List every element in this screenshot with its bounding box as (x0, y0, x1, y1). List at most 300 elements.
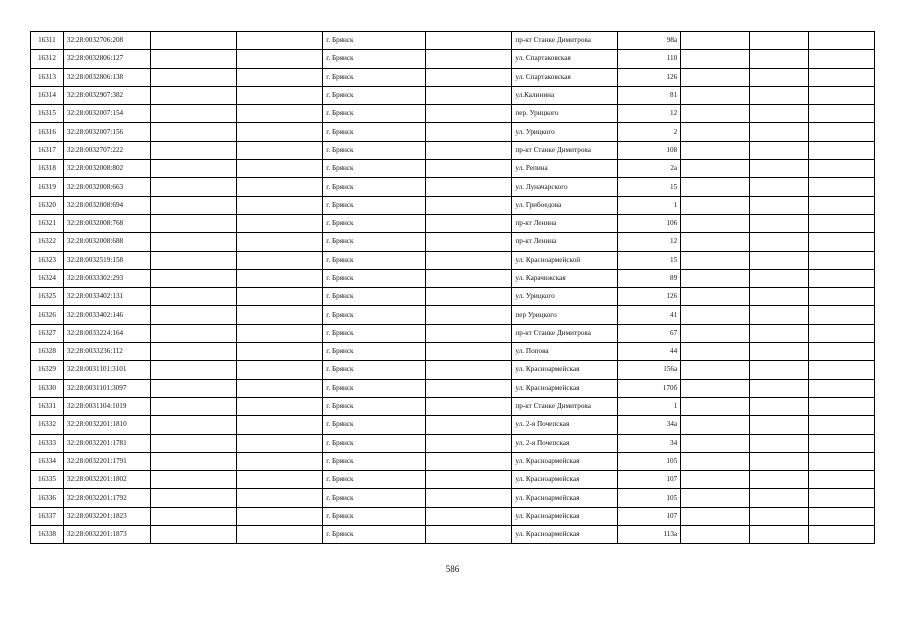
empty-cell (809, 105, 875, 123)
empty-cell (681, 86, 750, 104)
city-cell: г. Брянск (323, 160, 426, 178)
empty-cell (681, 434, 750, 452)
empty-cell (151, 361, 237, 379)
empty-cell (151, 50, 237, 68)
empty-cell (426, 50, 512, 68)
empty-cell (809, 416, 875, 434)
table-row (31, 68, 875, 86)
table-row (31, 434, 875, 452)
registry-table (30, 31, 875, 544)
empty-cell (426, 68, 512, 86)
empty-cell (750, 434, 809, 452)
empty-cell (426, 324, 512, 342)
table-row (31, 306, 875, 324)
empty-cell (426, 526, 512, 544)
empty-cell (237, 288, 323, 306)
street-cell: ул. Спартаковская (512, 50, 617, 68)
empty-cell (681, 452, 750, 470)
empty-cell (750, 471, 809, 489)
street-cell: пр-кт Станке Димитрова (512, 324, 617, 342)
empty-cell (151, 526, 237, 544)
row-number-cell: 16326 (31, 306, 64, 324)
row-number-cell: 16333 (31, 434, 64, 452)
row-number-cell: 16330 (31, 379, 64, 397)
empty-cell (681, 141, 750, 159)
city-cell: г. Брянск (323, 361, 426, 379)
empty-cell (750, 288, 809, 306)
cadastral-number-cell: 32:28:0031101:3101 (63, 361, 150, 379)
empty-cell (809, 233, 875, 251)
empty-cell (681, 489, 750, 507)
city-cell: г. Брянск (323, 343, 426, 361)
house-number-cell: 15 (617, 251, 680, 269)
empty-cell (809, 452, 875, 470)
table-row (31, 86, 875, 104)
city-cell: г. Брянск (323, 434, 426, 452)
empty-cell (809, 32, 875, 50)
row-number-cell: 16311 (31, 32, 64, 50)
table-row (31, 50, 875, 68)
empty-cell (237, 507, 323, 525)
empty-cell (151, 68, 237, 86)
empty-cell (681, 214, 750, 232)
empty-cell (681, 324, 750, 342)
table-row (31, 489, 875, 507)
empty-cell (426, 32, 512, 50)
city-cell: г. Брянск (323, 251, 426, 269)
empty-cell (237, 397, 323, 415)
empty-cell (151, 489, 237, 507)
street-cell: пер Урицкого (512, 306, 617, 324)
empty-cell (426, 489, 512, 507)
empty-cell (426, 196, 512, 214)
table-row (31, 288, 875, 306)
cadastral-number-cell: 32:28:0032201:1823 (63, 507, 150, 525)
table-row (31, 196, 875, 214)
empty-cell (151, 416, 237, 434)
empty-cell (426, 251, 512, 269)
house-number-cell: 105 (617, 452, 680, 470)
empty-cell (809, 214, 875, 232)
empty-cell (809, 471, 875, 489)
table-row (31, 507, 875, 525)
street-cell: ул. 2-я Почепская (512, 416, 617, 434)
empty-cell (750, 397, 809, 415)
street-cell: пр-кт Ленина (512, 214, 617, 232)
street-cell: пер. Урицкого (512, 105, 617, 123)
cadastral-number-cell: 32:28:0032007:154 (63, 105, 150, 123)
street-cell: ул. 2-я Почепская (512, 434, 617, 452)
empty-cell (750, 361, 809, 379)
row-number-cell: 16316 (31, 123, 64, 141)
empty-cell (750, 251, 809, 269)
row-number-cell: 16312 (31, 50, 64, 68)
empty-cell (151, 141, 237, 159)
house-number-cell: 1 (617, 397, 680, 415)
empty-cell (151, 123, 237, 141)
empty-cell (237, 105, 323, 123)
empty-cell (237, 324, 323, 342)
city-cell: г. Брянск (323, 214, 426, 232)
cadastral-number-cell: 32:28:0032007:156 (63, 123, 150, 141)
house-number-cell: 12 (617, 233, 680, 251)
empty-cell (750, 105, 809, 123)
empty-cell (237, 343, 323, 361)
empty-cell (151, 32, 237, 50)
cadastral-number-cell: 32:28:0032201:1792 (63, 489, 150, 507)
empty-cell (237, 379, 323, 397)
street-cell: ул. Грибоедова (512, 196, 617, 214)
street-cell: ул. Красноармейская (512, 452, 617, 470)
city-cell: г. Брянск (323, 471, 426, 489)
cadastral-number-cell: 32:28:0032201:1810 (63, 416, 150, 434)
table-row (31, 123, 875, 141)
city-cell: г. Брянск (323, 269, 426, 287)
empty-cell (750, 214, 809, 232)
empty-cell (426, 288, 512, 306)
empty-cell (237, 123, 323, 141)
house-number-cell: 107 (617, 471, 680, 489)
empty-cell (426, 86, 512, 104)
city-cell: г. Брянск (323, 416, 426, 434)
city-cell: г. Брянск (323, 141, 426, 159)
empty-cell (426, 178, 512, 196)
empty-cell (681, 416, 750, 434)
cadastral-number-cell: 32:28:0032907:382 (63, 86, 150, 104)
house-number-cell: 34 (617, 434, 680, 452)
cadastral-number-cell: 32:28:0032706:208 (63, 32, 150, 50)
table-row (31, 452, 875, 470)
empty-cell (426, 123, 512, 141)
street-cell: ул. Попова (512, 343, 617, 361)
page-number: 586 (445, 564, 460, 574)
house-number-cell: 108 (617, 141, 680, 159)
empty-cell (750, 324, 809, 342)
house-number-cell: 12 (617, 105, 680, 123)
house-number-cell: 110 (617, 50, 680, 68)
empty-cell (809, 269, 875, 287)
table-row (31, 343, 875, 361)
empty-cell (809, 361, 875, 379)
empty-cell (809, 141, 875, 159)
empty-cell (809, 251, 875, 269)
cadastral-number-cell: 32:28:0032008:663 (63, 178, 150, 196)
empty-cell (750, 178, 809, 196)
row-number-cell: 16318 (31, 160, 64, 178)
house-number-cell: 44 (617, 343, 680, 361)
empty-cell (426, 214, 512, 232)
city-cell: г. Брянск (323, 86, 426, 104)
empty-cell (681, 269, 750, 287)
empty-cell (151, 288, 237, 306)
street-cell: ул. Спартаковская (512, 68, 617, 86)
city-cell: г. Брянск (323, 50, 426, 68)
empty-cell (750, 141, 809, 159)
street-cell: ул. Репина (512, 160, 617, 178)
empty-cell (237, 361, 323, 379)
city-cell: г. Брянск (323, 68, 426, 86)
city-cell: г. Брянск (323, 397, 426, 415)
empty-cell (681, 251, 750, 269)
empty-cell (809, 86, 875, 104)
cadastral-number-cell: 32:28:0033302:293 (63, 269, 150, 287)
empty-cell (237, 50, 323, 68)
empty-cell (750, 123, 809, 141)
empty-cell (237, 141, 323, 159)
empty-cell (809, 397, 875, 415)
empty-cell (681, 507, 750, 525)
table-row (31, 379, 875, 397)
empty-cell (237, 434, 323, 452)
street-cell: пр-кт Станке Димитрова (512, 397, 617, 415)
empty-cell (151, 233, 237, 251)
cadastral-number-cell: 32:28:0032707:222 (63, 141, 150, 159)
street-cell: ул. Карачижская (512, 269, 617, 287)
cadastral-number-cell: 32:28:0031104:1019 (63, 397, 150, 415)
empty-cell (750, 526, 809, 544)
city-cell: г. Брянск (323, 526, 426, 544)
empty-cell (237, 416, 323, 434)
empty-cell (681, 50, 750, 68)
table-row (31, 178, 875, 196)
empty-cell (681, 306, 750, 324)
empty-cell (809, 68, 875, 86)
empty-cell (809, 50, 875, 68)
table-row (31, 141, 875, 159)
cadastral-number-cell: 32:28:0033224:164 (63, 324, 150, 342)
house-number-cell: 41 (617, 306, 680, 324)
cadastral-number-cell: 32:28:0032806:127 (63, 50, 150, 68)
street-cell: ул. Луначарского (512, 178, 617, 196)
street-cell: ул. Красноармейской (512, 251, 617, 269)
empty-cell (809, 379, 875, 397)
street-cell: ул. Красноармейская (512, 379, 617, 397)
table-row (31, 324, 875, 342)
empty-cell (151, 452, 237, 470)
house-number-cell: 67 (617, 324, 680, 342)
empty-cell (809, 324, 875, 342)
street-cell: ул. Красноармейская (512, 489, 617, 507)
empty-cell (237, 214, 323, 232)
city-cell: г. Брянск (323, 306, 426, 324)
empty-cell (750, 68, 809, 86)
row-number-cell: 16338 (31, 526, 64, 544)
street-cell: пр-кт Ленина (512, 233, 617, 251)
cadastral-number-cell: 32:28:0033402:131 (63, 288, 150, 306)
house-number-cell: 105 (617, 489, 680, 507)
empty-cell (151, 86, 237, 104)
city-cell: г. Брянск (323, 178, 426, 196)
city-cell: г. Брянск (323, 489, 426, 507)
house-number-cell: 89 (617, 269, 680, 287)
empty-cell (681, 471, 750, 489)
city-cell: г. Брянск (323, 452, 426, 470)
city-cell: г. Брянск (323, 288, 426, 306)
empty-cell (809, 507, 875, 525)
cadastral-number-cell: 32:28:0032008:688 (63, 233, 150, 251)
house-number-cell: 2а (617, 160, 680, 178)
row-number-cell: 16313 (31, 68, 64, 86)
empty-cell (681, 68, 750, 86)
street-cell: ул. Урицкого (512, 288, 617, 306)
house-number-cell: 107 (617, 507, 680, 525)
cadastral-number-cell: 32:28:0032201:1802 (63, 471, 150, 489)
empty-cell (426, 105, 512, 123)
street-cell: ул. Урицкого (512, 123, 617, 141)
empty-cell (151, 251, 237, 269)
empty-cell (681, 32, 750, 50)
table-row (31, 416, 875, 434)
city-cell: г. Брянск (323, 324, 426, 342)
empty-cell (426, 361, 512, 379)
empty-cell (809, 343, 875, 361)
empty-cell (151, 269, 237, 287)
house-number-cell: 170б (617, 379, 680, 397)
cadastral-number-cell: 32:28:0033402:146 (63, 306, 150, 324)
cadastral-number-cell: 32:28:0033236:112 (63, 343, 150, 361)
row-number-cell: 16328 (31, 343, 64, 361)
house-number-cell: 126 (617, 68, 680, 86)
table-row (31, 214, 875, 232)
empty-cell (750, 50, 809, 68)
empty-cell (237, 489, 323, 507)
table-row (31, 526, 875, 544)
row-number-cell: 16335 (31, 471, 64, 489)
table-row (31, 32, 875, 50)
street-cell: ул.Калинина (512, 86, 617, 104)
empty-cell (237, 269, 323, 287)
empty-cell (151, 306, 237, 324)
row-number-cell: 16315 (31, 105, 64, 123)
cadastral-number-cell: 32:28:0032201:1791 (63, 452, 150, 470)
empty-cell (681, 233, 750, 251)
empty-cell (151, 397, 237, 415)
empty-cell (151, 434, 237, 452)
empty-cell (151, 105, 237, 123)
city-cell: г. Брянск (323, 507, 426, 525)
empty-cell (750, 233, 809, 251)
empty-cell (237, 68, 323, 86)
street-cell: ул. Красноармейская (512, 507, 617, 525)
empty-cell (426, 160, 512, 178)
empty-cell (681, 178, 750, 196)
empty-cell (237, 178, 323, 196)
house-number-cell: 15 (617, 178, 680, 196)
cadastral-number-cell: 32:28:0032008:768 (63, 214, 150, 232)
empty-cell (426, 507, 512, 525)
city-cell: г. Брянск (323, 32, 426, 50)
empty-cell (237, 306, 323, 324)
house-number-cell: 126 (617, 288, 680, 306)
empty-cell (151, 196, 237, 214)
row-number-cell: 16317 (31, 141, 64, 159)
row-number-cell: 16319 (31, 178, 64, 196)
table-row (31, 160, 875, 178)
empty-cell (681, 361, 750, 379)
table-row (31, 471, 875, 489)
empty-cell (151, 507, 237, 525)
row-number-cell: 16321 (31, 214, 64, 232)
empty-cell (237, 160, 323, 178)
empty-cell (750, 32, 809, 50)
house-number-cell: 81 (617, 86, 680, 104)
city-cell: г. Брянск (323, 123, 426, 141)
empty-cell (681, 123, 750, 141)
registry-sheet (30, 31, 875, 544)
empty-cell (750, 160, 809, 178)
city-cell: г. Брянск (323, 196, 426, 214)
empty-cell (426, 343, 512, 361)
empty-cell (681, 196, 750, 214)
empty-cell (426, 379, 512, 397)
empty-cell (426, 416, 512, 434)
row-number-cell: 16332 (31, 416, 64, 434)
row-number-cell: 16331 (31, 397, 64, 415)
empty-cell (750, 306, 809, 324)
empty-cell (426, 434, 512, 452)
table-row (31, 251, 875, 269)
empty-cell (151, 471, 237, 489)
city-cell: г. Брянск (323, 233, 426, 251)
house-number-cell: 2 (617, 123, 680, 141)
street-cell: пр-кт Станке Димитрова (512, 141, 617, 159)
house-number-cell: 113а (617, 526, 680, 544)
cadastral-number-cell: 32:28:0032519:158 (63, 251, 150, 269)
cadastral-number-cell: 32:28:0031101:3097 (63, 379, 150, 397)
row-number-cell: 16329 (31, 361, 64, 379)
cadastral-number-cell: 32:28:0032201:1873 (63, 526, 150, 544)
empty-cell (809, 288, 875, 306)
empty-cell (426, 397, 512, 415)
empty-cell (237, 196, 323, 214)
empty-cell (151, 324, 237, 342)
row-number-cell: 16337 (31, 507, 64, 525)
empty-cell (809, 489, 875, 507)
empty-cell (681, 343, 750, 361)
empty-cell (681, 379, 750, 397)
house-number-cell: 34а (617, 416, 680, 434)
city-cell: г. Брянск (323, 105, 426, 123)
empty-cell (237, 233, 323, 251)
empty-cell (237, 471, 323, 489)
table-row (31, 233, 875, 251)
cadastral-number-cell: 32:28:0032008:694 (63, 196, 150, 214)
table-row (31, 397, 875, 415)
empty-cell (237, 86, 323, 104)
empty-cell (681, 160, 750, 178)
empty-cell (750, 452, 809, 470)
house-number-cell: 156а (617, 361, 680, 379)
empty-cell (237, 251, 323, 269)
cadastral-number-cell: 32:28:0032806:138 (63, 68, 150, 86)
street-cell: ул. Красноармейская (512, 526, 617, 544)
empty-cell (426, 452, 512, 470)
row-number-cell: 16334 (31, 452, 64, 470)
empty-cell (809, 306, 875, 324)
empty-cell (151, 214, 237, 232)
empty-cell (809, 178, 875, 196)
street-cell: ул. Красноармейская (512, 361, 617, 379)
table-row (31, 105, 875, 123)
empty-cell (750, 86, 809, 104)
empty-cell (681, 397, 750, 415)
house-number-cell: 1 (617, 196, 680, 214)
empty-cell (750, 379, 809, 397)
empty-cell (151, 343, 237, 361)
empty-cell (809, 160, 875, 178)
empty-cell (809, 123, 875, 141)
street-cell: пр-кт Станке Димитрова (512, 32, 617, 50)
